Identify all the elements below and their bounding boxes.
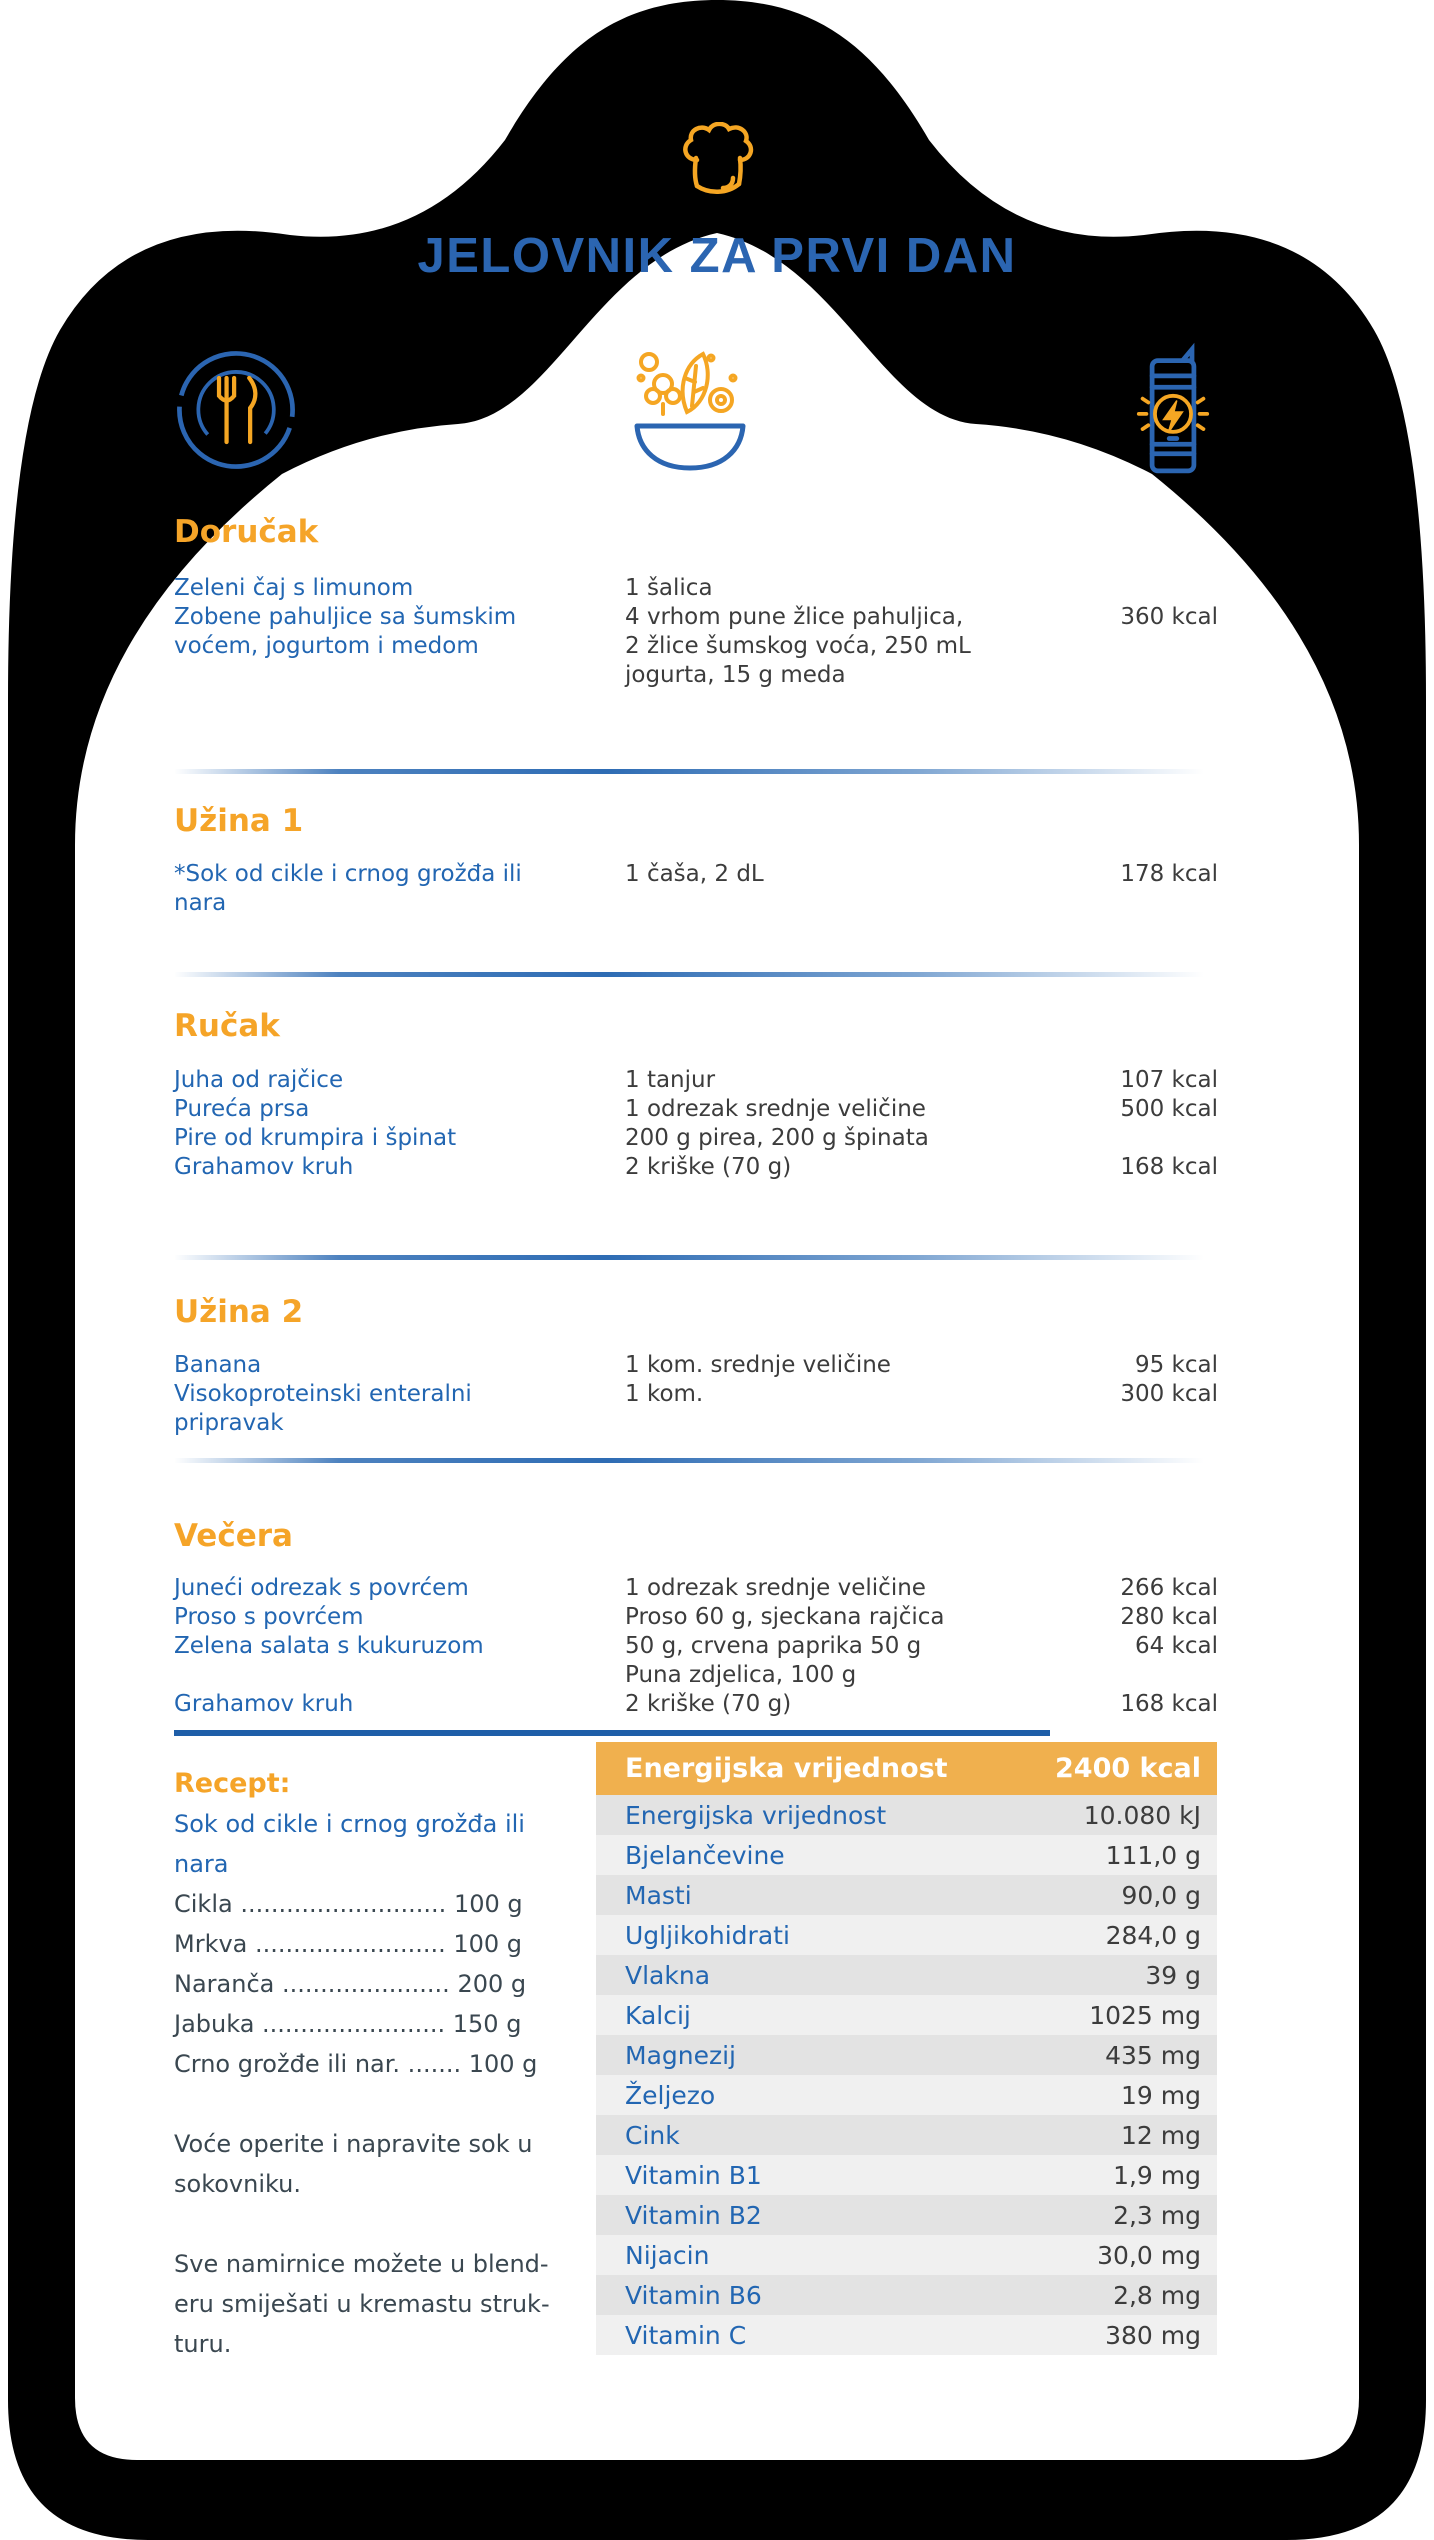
nutrition-row [596,1995,1217,2035]
text-line: pripravak [174,1410,284,1436]
text-line: turu. [174,2330,232,2358]
nutrition-row [596,1955,1217,1995]
text-line [174,2204,614,2244]
text-line: Sok od cikle i crnog grožđa ili [174,1810,525,1838]
nutrient-label: Vitamin B6 [625,2280,762,2310]
section-kcal-uzina1 [1120,860,1218,889]
text-line [1120,1124,1218,1153]
section-items-uzina1 [174,860,522,918]
text-line: 4 vrhom pune žlice pahuljica, [625,604,964,630]
nutrient-value: 2,8 mg [1113,2280,1201,2310]
nutrient-value: 111,0 g [1105,1840,1201,1870]
text-line: 2 žlice šumskog voća, 250 mL [625,633,971,659]
nutrition-row [596,1915,1217,1955]
text-line: 95 kcal [1134,1352,1218,1378]
text-line: Grahamov kruh [174,1154,354,1180]
section-heading-rucak: Ručak [174,1008,280,1044]
nutrient-value: 30,0 mg [1097,2240,1201,2270]
nutrient-value: 39 g [1145,1960,1201,1990]
nutrition-row [596,2195,1217,2235]
text-line: 168 kcal [1120,1154,1218,1180]
text-line: 64 kcal [1134,1633,1218,1659]
text-line [174,2084,614,2124]
text-line: 2 kriške (70 g) [625,1154,792,1180]
text-line: Visokoproteinski enteralni [174,1381,472,1407]
energy-drink-icon [1116,335,1230,487]
nutrient-value: 12 mg [1121,2120,1201,2150]
text-line: 300 kcal [1120,1381,1218,1407]
text-line: nara [174,890,227,916]
text-line: Cikla ........................... 100 g [174,1890,523,1918]
recipe-block [174,1764,614,2364]
nutrient-label: Cink [625,2120,680,2150]
nutrient-value: 380 mg [1105,2320,1201,2350]
nutrient-value: 284,0 g [1105,1920,1201,1950]
nutrient-value: 2,3 mg [1113,2200,1201,2230]
nutrition-row [596,1835,1217,1875]
nutrient-label: Bjelančevine [625,1840,785,1870]
nutrient-value: 1,9 mg [1113,2160,1201,2190]
text-line: Zobene pahuljice sa šumskim [174,604,517,630]
nutrition-row [596,2035,1217,2075]
nutrition-table-header [596,1742,1217,1795]
nutrient-label: Vitamin B1 [625,2160,762,2190]
text-line: Puna zdjelica, 100 g [625,1662,857,1688]
text-line: Juneći odrezak s povrćem [174,1575,469,1601]
text-line: Crno grožđe ili nar. ....... 100 g [174,2050,538,2078]
text-line: 1 čaša, 2 dL [625,861,764,887]
section-portions-uzina1 [625,860,764,889]
text-line [1120,574,1218,603]
text-line: 1 tanjur [625,1067,716,1093]
nutrient-label: Nijacin [625,2240,710,2270]
section-divider [174,1458,1204,1463]
text-line [174,1661,484,1690]
text-line: 2 kriške (70 g) [625,1691,792,1717]
section-portions-vecera [625,1574,945,1719]
text-line: 1 odrezak srednje veličine [625,1575,926,1601]
page-title: JELOVNIK ZA PRVI DAN [417,229,1017,283]
text-line: 1 kom. [625,1381,704,1407]
text-line: *Sok od cikle i crnog grožđa ili [174,861,522,887]
text-line: Recept: [174,1768,291,1799]
text-line: 360 kcal [1120,604,1218,630]
section-heading-uzina2: Užina 2 [174,1294,304,1330]
nutrition-header-value: 2400 kcal [1055,1753,1201,1784]
text-line: Pureća prsa [174,1096,310,1122]
nutrition-row [596,2115,1217,2155]
text-line: nara [174,1850,229,1878]
text-line: 280 kcal [1120,1604,1218,1630]
nutrient-value: 90,0 g [1121,1880,1201,1910]
nutrition-row [596,1795,1217,1835]
text-line: Naranča ...................... 200 g [174,1970,527,1998]
text-line: Juha od rajčice [174,1067,344,1093]
text-line: 266 kcal [1120,1575,1218,1601]
nutrient-label: Vitamin B2 [625,2200,762,2230]
section-items-uzina2 [174,1351,472,1438]
section-portions-uzina2 [625,1351,891,1409]
section-heading-uzina1: Užina 1 [174,803,304,839]
text-line: 178 kcal [1120,861,1218,887]
table-top-divider [174,1730,1050,1736]
section-divider [174,769,1204,774]
text-line: 200 g pirea, 200 g špinata [625,1125,929,1151]
nutrition-row [596,1875,1217,1915]
text-line: Mrkva ......................... 100 g [174,1930,523,1958]
plate-cutlery-icon [170,344,302,476]
nutrition-row [596,2315,1217,2355]
nutrient-value: 10.080 kJ [1083,1800,1201,1830]
text-line: 1 odrezak srednje veličine [625,1096,926,1122]
nutrient-value: 19 mg [1121,2080,1201,2110]
text-line: 50 g, crvena paprika 50 g [625,1633,922,1659]
text-line: Pire od krumpira i špinat [174,1125,457,1151]
text-line: 168 kcal [1120,1691,1218,1717]
nutrient-label: Željezo [625,2080,716,2110]
nutrition-table-body [596,1795,1217,2355]
nutrient-value: 1025 mg [1089,2000,1201,2030]
text-line: Voće operite i napravite sok u [174,2130,533,2158]
text-line: Zelena salata s kukuruzom [174,1633,484,1659]
text-line: 1 šalica [625,575,713,601]
salad-bowl-icon [612,338,768,488]
section-items-vecera [174,1574,484,1719]
section-kcal-uzina2 [1120,1351,1218,1409]
text-line: Proso s povrćem [174,1604,364,1630]
nutrition-row [596,2275,1217,2315]
text-line: Zeleni čaj s limunom [174,575,414,601]
section-portions-dorucak [625,574,971,690]
nutrition-table [596,1742,1217,2355]
nutrient-label: Vitamin C [625,2320,747,2350]
nutrient-label: Energijska vrijednost [625,1800,887,1830]
text-line: Jabuka ........................ 150 g [174,2010,522,2038]
text-line: sokovniku. [174,2170,301,2198]
nutrient-value: 435 mg [1105,2040,1201,2070]
section-portions-rucak [625,1066,929,1182]
text-line: Grahamov kruh [174,1691,354,1717]
section-divider [174,1255,1204,1260]
text-line: 1 kom. srednje veličine [625,1352,891,1378]
section-items-rucak [174,1066,456,1182]
section-items-dorucak [174,574,516,661]
text-line: 500 kcal [1120,1096,1218,1122]
nutrient-label: Magnezij [625,2040,736,2070]
text-line: eru smiješati u kremastu struk- [174,2290,550,2318]
section-kcal-vecera [1120,1574,1218,1719]
text-line: jogurta, 15 g meda [625,662,846,688]
text-line: voćem, jogurtom i medom [174,633,479,659]
section-kcal-rucak [1120,1066,1218,1182]
chef-hat-icon [664,122,770,222]
nutrient-label: Masti [625,1880,692,1910]
nutrient-label: Vlakna [625,1960,711,1990]
section-heading-vecera: Večera [174,1518,293,1554]
nutrition-row [596,2155,1217,2195]
section-kcal-dorucak [1120,574,1218,632]
section-divider [174,972,1204,977]
text-line: 107 kcal [1120,1067,1218,1093]
nutrient-label: Ugljikohidrati [625,1920,790,1950]
nutrition-header-label: Energijska vrijednost [625,1753,948,1784]
text-line: Banana [174,1352,262,1378]
text-line: Proso 60 g, sjeckana rajčica [625,1604,945,1630]
nutrition-row [596,2075,1217,2115]
nutrition-row [596,2235,1217,2275]
section-heading-dorucak: Doručak [174,514,319,550]
text-line [1120,1661,1218,1690]
text-line: Sve namirnice možete u blend- [174,2250,549,2278]
nutrient-label: Kalcij [625,2000,691,2030]
